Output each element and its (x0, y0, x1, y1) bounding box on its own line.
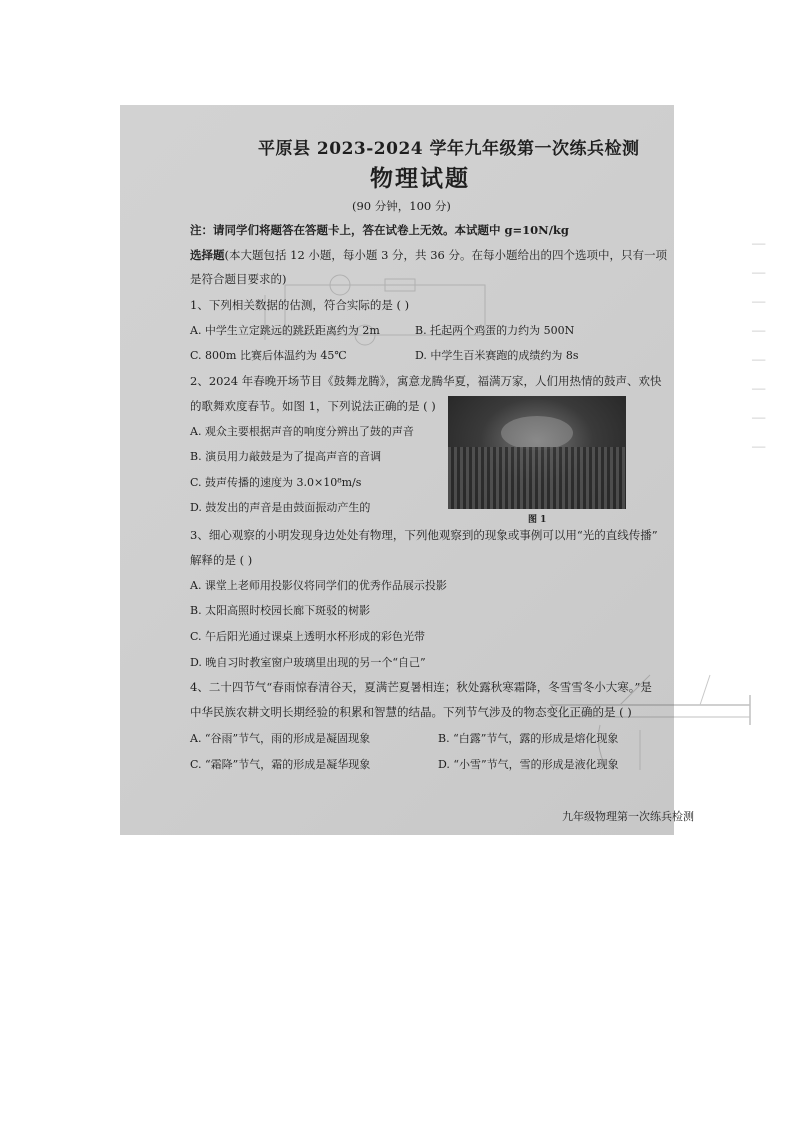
performers-crowd (448, 447, 626, 509)
question-4-option-a: A. “谷雨”节气，雨的形成是凝固现象 (190, 732, 371, 745)
section-description: (本大题包括 12 小题，每小题 3 分，共 36 分。在每小题给出的四个选项中，只有一项 (224, 248, 667, 262)
question-4-stem-line-1: 4、二十四节气“春雨惊春清谷天，夏满芒夏暑相连；秋处露秋寒霜降，冬雪雪冬小大寒。”是 (190, 680, 652, 694)
question-2-option-b: B. 演员用力敲鼓是为了提高声音的音调 (190, 450, 382, 463)
figure-1-caption: 图 1 (528, 515, 547, 525)
section-intro-line-2: 是符合题目要求的) (190, 272, 287, 286)
question-2-stem-line-1: 2、2024 年春晚开场节目《鼓舞龙腾》，寓意龙腾华夏，福满万家，人们用热情的鼓声、欢快 (190, 374, 662, 388)
question-1-option-c: C. 800m 比赛后体温约为 45℃ (190, 349, 347, 362)
exam-subject-title: 物理试题 (370, 165, 470, 192)
question-2-option-d: D. 鼓发出的声音是由鼓面振动产生的 (190, 501, 371, 514)
question-3-stem-line-2: 解释的是 ( ) (190, 553, 253, 567)
question-1-option-d: D. 中学生百米赛跑的成绩约为 8s (415, 349, 579, 362)
page-footer: 九年级物理第一次练兵检测 (562, 810, 694, 823)
question-4-option-b: B. “白露”节气，露的形成是熔化现象 (438, 732, 619, 745)
exam-notice: 注：请同学们将题答在答题卡上，答在试卷上无效。本试题中 g=10N/kg (190, 223, 569, 237)
question-3-option-a: A. 课堂上老师用投影仪将同学们的优秀作品展示投影 (190, 579, 447, 592)
figure-1-performance-photo (448, 396, 626, 509)
question-4-option-c: C. “霜降”节气，霜的形成是凝华现象 (190, 758, 371, 771)
exam-title: 平原县 2023-2024 学年九年级第一次练兵检测 (258, 139, 640, 159)
question-2-stem-line-2: 的歌舞欢度春节。如图 1，下列说法正确的是 ( ) (190, 399, 436, 413)
question-4-option-d: D. “小雪”节气，雪的形成是液化现象 (438, 758, 619, 771)
question-1-option-a: A. 中学生立定跳远的跳跃距离约为 2m (190, 324, 380, 337)
stage-light (501, 416, 572, 450)
section-intro-line-1 (190, 247, 667, 263)
bleed-through-text: ── ── ── ── ── ── ── ── (752, 238, 766, 454)
question-3-option-d: D. 晚自习时教室窗户玻璃里出现的另一个“自己” (190, 656, 426, 669)
section-label: 选择题 (190, 248, 225, 262)
question-3-option-c: C. 午后阳光通过课桌上透明水杯形成的彩色光带 (190, 630, 426, 643)
question-1-option-b: B. 托起两个鸡蛋的力约为 500N (415, 324, 575, 337)
question-2-option-c: C. 鼓声传播的速度为 3.0×10⁸m/s (190, 476, 362, 489)
exam-duration: (90 分钟，100 分) (352, 199, 451, 213)
question-3-option-b: B. 太阳高照时校园长廊下斑驳的树影 (190, 604, 371, 617)
question-2-option-a: A. 观众主要根据声音的响度分辨出了鼓的声音 (190, 425, 414, 438)
question-1-stem: 1、下列相关数据的估测，符合实际的是 ( ) (190, 298, 410, 312)
question-3-stem-line-1: 3、细心观察的小明发现身边处处有物理，下列他观察到的现象或事例可以用“光的直线传播” (190, 528, 658, 542)
question-4-stem-line-2: 中华民族农耕文明长期经验的积累和智慧的结晶。下列节气涉及的物态变化正确的是 ( ) (190, 705, 632, 719)
